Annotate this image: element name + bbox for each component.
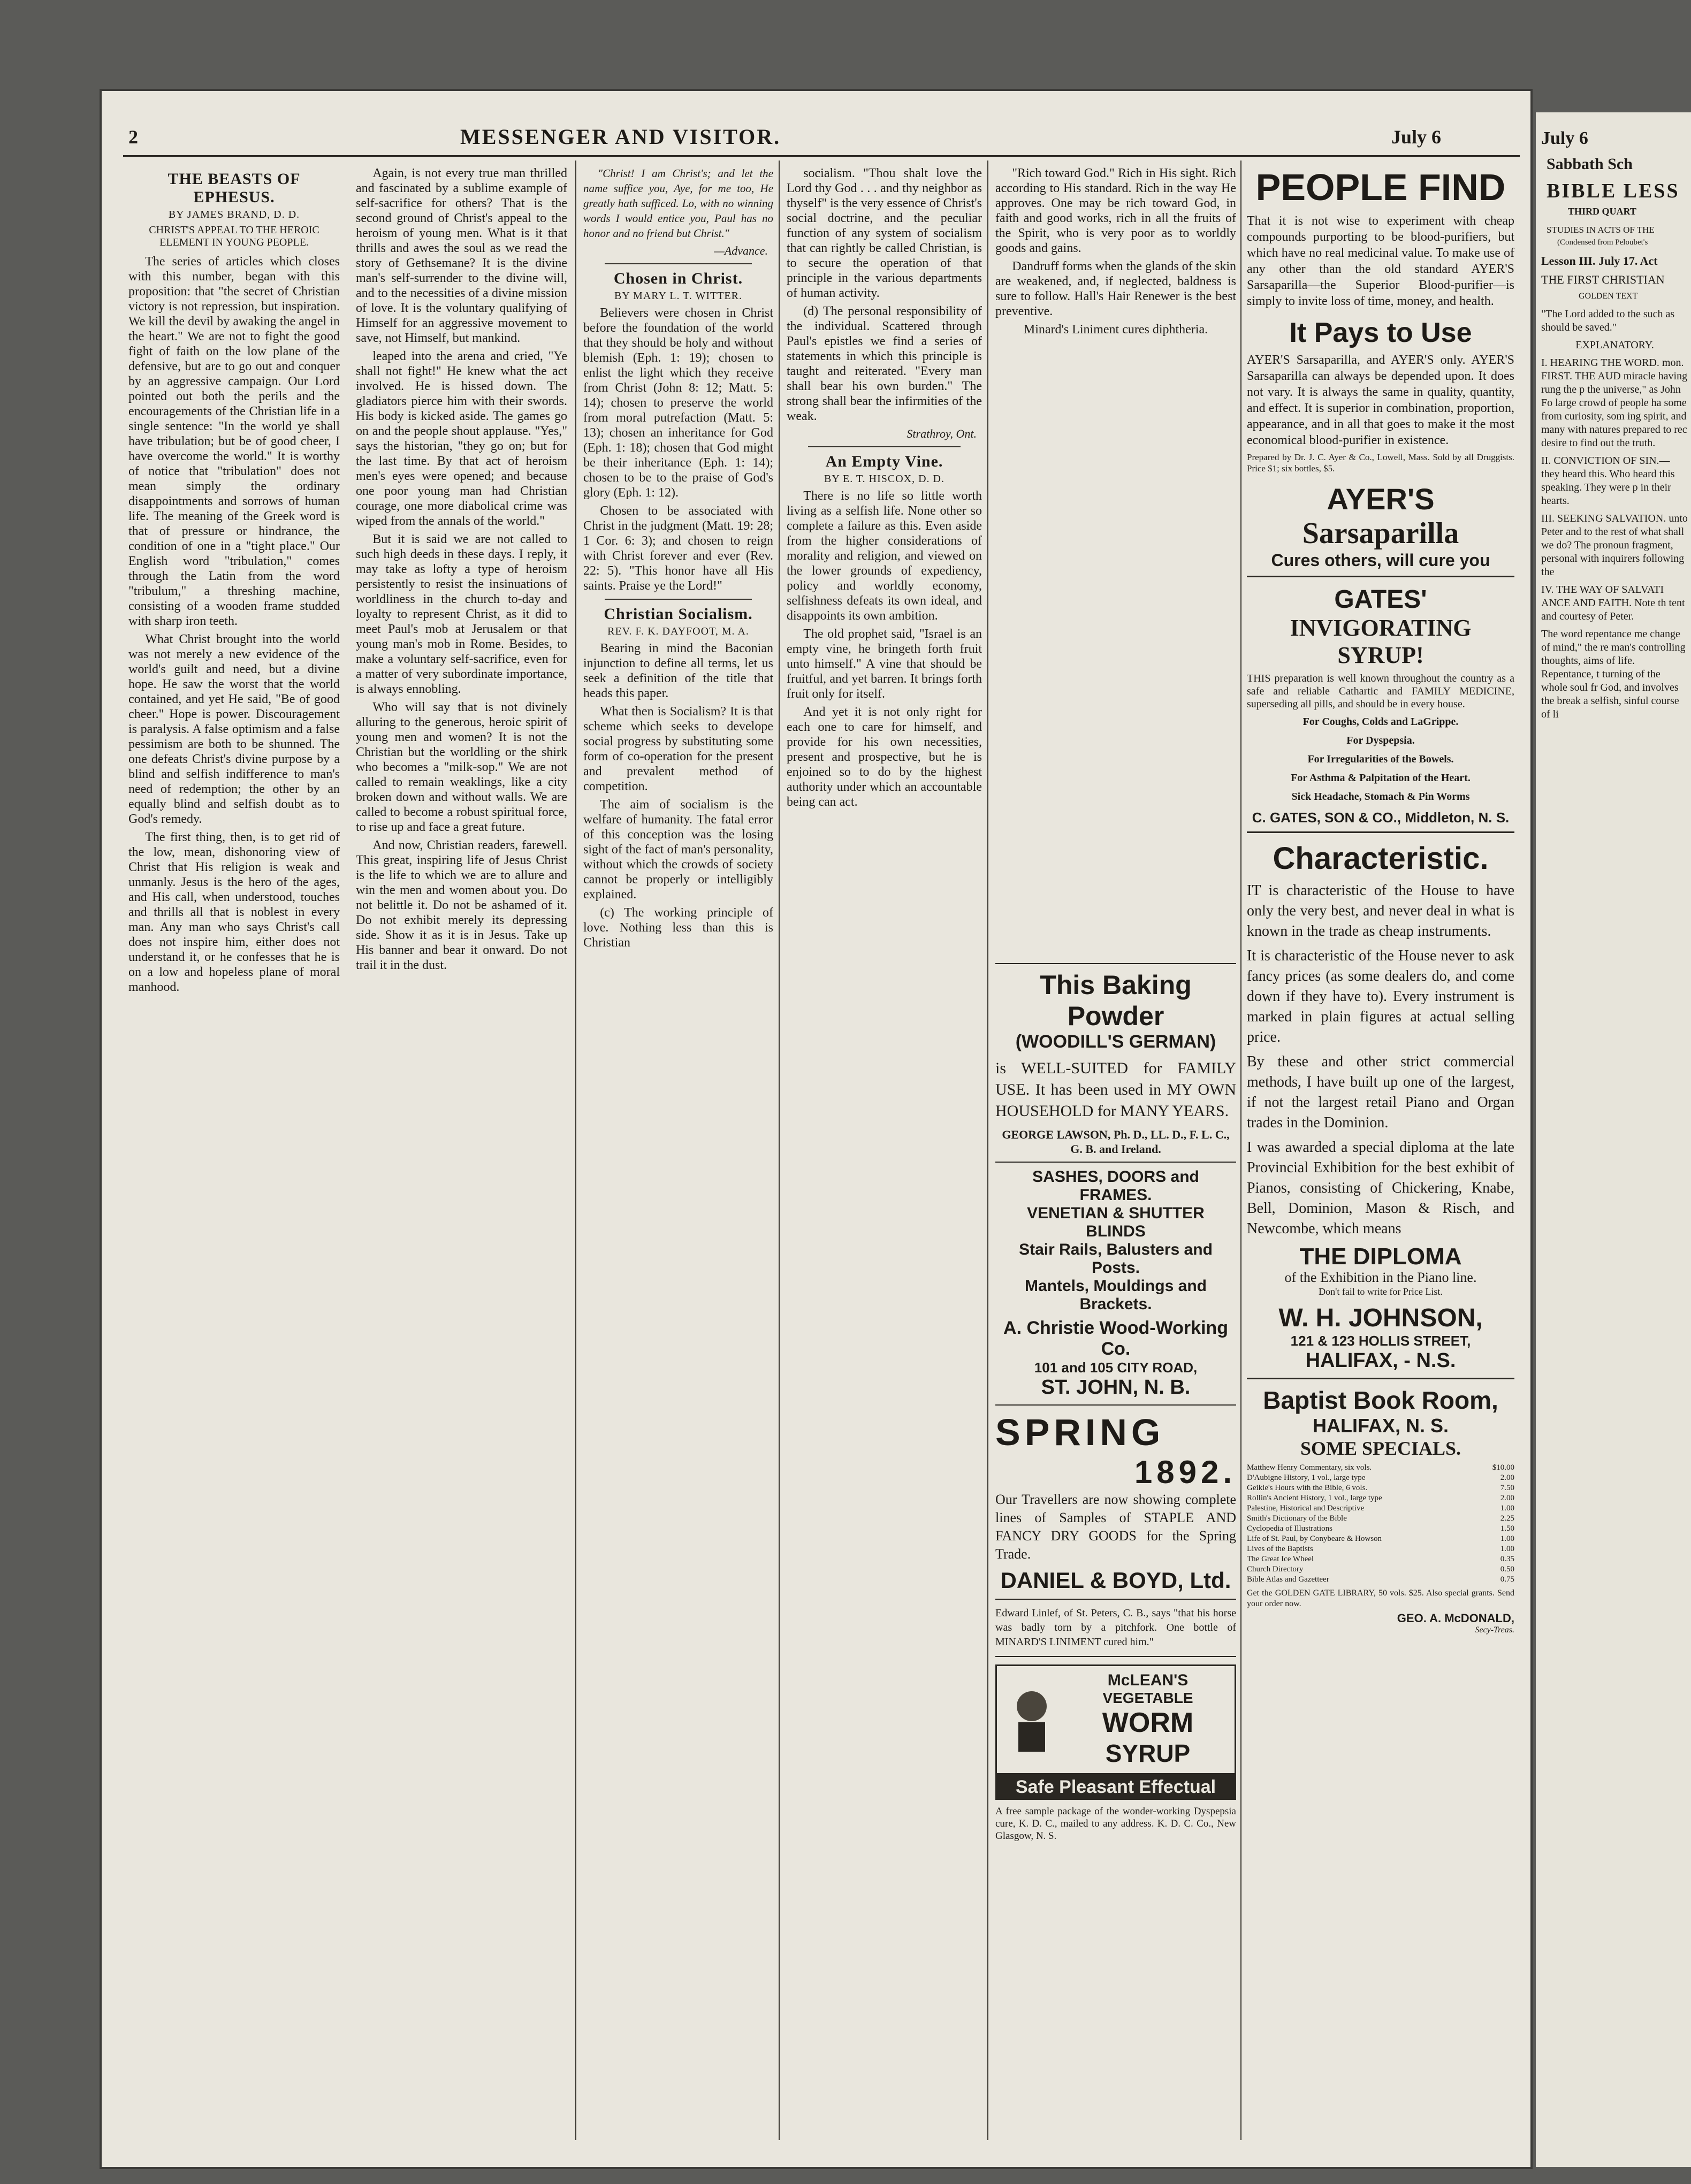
next-page-lesson-title: THE FIRST CHRISTIAN xyxy=(1541,273,1665,286)
next-page-paragraph: III. SEEKING SALVATION. unto Peter and to the rest of what shall we do? The pronoun fragment, personal with inquirers following the xyxy=(1541,513,1688,578)
book-list-item xyxy=(1247,1503,1514,1514)
book-list-item xyxy=(1247,1463,1514,1473)
book-title: Geikie's Hours with the Bible, 6 vols. xyxy=(1247,1484,1368,1492)
woodworking-ad xyxy=(995,1163,1236,1406)
ad-line: For Asthma & Palpitation of the Heart. xyxy=(1291,772,1471,784)
book-price: 0.75 xyxy=(1500,1575,1514,1584)
ad-company: C. GATES, SON & CO., Middleton, N. S. xyxy=(1247,810,1514,833)
ad-address: 121 & 123 HOLLIS STREET, xyxy=(1290,1333,1471,1349)
column-rule xyxy=(1240,161,1241,2140)
article-paragraph: The series of articles which closes with this number, began with this proposition: that "the secret of Christian victory is not repression, but inspiration. We kill the devil by awaking the angel in the heart." We are not to fight the good fight of faith on the low plane of the defensive, but are to go out and conquer by an aggressive campaign. Our Lord pointed out both the perils and the encouragements of the Christian life in a single sentence: "In the world ye shall have tribulation; but be of good cheer, I have overcome the world." It is worthy of notice that "tribulation" does not mean simply the ordinary disappointments and sorrows of human life. The meaning of the Greek word is that of pressure or hindrance, the condition of one in a "tight place." Our English word "tribulation," comes through the Latin from the word "tribulum," a threshing machine, consisting of a wooden frame studded with sharp iron teeth. xyxy=(128,255,340,628)
diploma-heading: THE DIPLOMA xyxy=(1299,1243,1462,1270)
ad-subtitle: (WOODILL'S GERMAN) xyxy=(1015,1032,1216,1052)
book-price: 7.50 xyxy=(1500,1484,1514,1492)
ad-line: Stair Rails, Balusters and Posts. xyxy=(1019,1241,1213,1277)
article-title: An Empty Vine. xyxy=(825,453,943,470)
book-title: Cyclopedia of Illustrations xyxy=(1247,1524,1332,1533)
article-paragraph: What then is Socialism? It is that scheme which seeks to develope social progress by substituting some form of co-operation for the present and prevalent method of competition. xyxy=(583,705,773,793)
ad-fineprint: Prepared by Dr. J. C. Ayer & Co., Lowell, Mass. Sold by all Druggists. Price $1; six bottles, $5. xyxy=(1247,452,1514,474)
ad-role: Secy-Treas. xyxy=(1475,1625,1514,1635)
book-title: Church Directory xyxy=(1247,1565,1304,1574)
article-signature: Strathroy, Ont. xyxy=(907,427,977,440)
column-rule xyxy=(779,161,780,2140)
article-paragraph: The old prophet said, "Israel is an empty vine, he bringeth forth fruit unto himself." A vine that should be fruitful, and yet barren. It brings forth fruit only for itself. xyxy=(787,627,982,701)
ad-city: HALIFAX, - N.S. xyxy=(1247,1349,1514,1379)
book-price: 1.00 xyxy=(1500,1534,1514,1543)
divider xyxy=(605,599,752,600)
ad-line: of the Exhibition in the Piano line. xyxy=(1284,1270,1477,1285)
article-paragraph: Who will say that is not divinely alluring to the generous, heroic spirit of young men and women? It is not the Christian but the worldling or the shirk who becomes a "milk-sop." We are not called to remain weaklings, like a city broken down and without walls. We are called to become a robust spiritual force, to rise up and face a great future. xyxy=(356,700,567,834)
ad-body: AYER'S Sarsaparilla, and AYER'S only. AYER'S Sarsaparilla can always be depended upon. It does not vary. It is always the same in quality, quantity, and effect. It is superior in combination, proportion, appearance, and in all that goes to make it the most economical blood-purifier in existence. xyxy=(1247,353,1514,447)
column-rule xyxy=(987,161,988,2140)
next-page-quarter: THIRD QUART xyxy=(1568,206,1636,217)
next-page-paragraph: IV. THE WAY OF SALVATI ANCE AND FAITH. Note th tent and courtesy of Peter. xyxy=(1541,584,1685,622)
column-chosen xyxy=(583,166,773,2145)
ad-line: For Irregularities of the Bowels. xyxy=(1307,753,1454,765)
article-paragraph: But it is said we are not called to such high deeds in these days. I reply, it may take as lofty a type of heroism persistently to resist the insinuations of worldliness in the church to-day and loyalty to represent Christ, as it did to meet Paul's mob at Jerusalem or that young man's mob in Rome. Besides, to make a voluntary self-sacrifice, even for a matter of very subordinate importance, is always ennobling. xyxy=(356,532,567,696)
ad-paragraph: I was awarded a special diploma at the late Provincial Exhibition for the best exhibit of Pianos, consisting of Chickering, Knabe, Bell, Dominion, Mason & Risch, and Newcombe, which means xyxy=(1247,1139,1514,1237)
masthead-title: MESSENGER AND VISITOR. xyxy=(460,125,781,149)
ad-year: 1892. xyxy=(1134,1454,1236,1490)
book-price: 2.25 xyxy=(1500,1514,1514,1523)
book-price: 2.00 xyxy=(1500,1494,1514,1502)
book-list-item xyxy=(1247,1534,1514,1544)
ad-paragraph: IT is characteristic of the House to have only the very best, and never deal in what is known in the trade as cheap instruments. xyxy=(1247,882,1514,940)
ad-title: SPRING xyxy=(995,1411,1165,1453)
next-page-paragraph: EXPLANATORY. xyxy=(1575,339,1654,351)
product-name: Sarsaparilla xyxy=(1302,517,1459,550)
ad-city: HALIFAX, N. S. xyxy=(1312,1415,1449,1437)
kdc-footer: A free sample package of the wonder-working Dyspepsia cure, K. D. C., mailed to any address. K. D. C. Co., New Glasgow, N. S. xyxy=(995,1806,1236,1842)
article-paragraph: And now, Christian readers, farewell. This great, inspiring life of Jesus Christ is the life to which we are to allure and win the men and women about you. Do not belittle it. Do not be ashamed of it. Do not exhibit merely its depressing side. Show it as it is in Jesus. Take up His banner and bear it onward. Do not trail it in the dust. xyxy=(356,838,567,972)
spring-ad xyxy=(995,1406,1236,1600)
ad-title: This Baking Powder xyxy=(1040,970,1192,1031)
divider xyxy=(808,446,961,447)
next-page-paragraph: I. HEARING THE WORD. mon. FIRST. THE AUD miracle having rung the p the universe," as John Fo large crowd of people ha some from curiosity, som ing spirit, and many with natures prepared to rec desire to find out the truth. xyxy=(1541,357,1688,449)
next-page-lesson: Lesson III. July 17. Act xyxy=(1541,254,1658,268)
book-title: Smith's Dictionary of the Bible xyxy=(1247,1514,1347,1523)
ad-line: Sick Headache, Stomach & Pin Worms xyxy=(1291,791,1470,803)
article-paragraph: "Rich toward God." Rich in His sight. Rich according to His standard. Rich in the way He approves. One may be rich toward God, in faith and good works, rich in all the fruits of the Spirit, who is very poor as to worldly goods and gains. xyxy=(995,166,1236,255)
ad-line: VENETIAN & SHUTTER BLINDS xyxy=(1027,1204,1205,1240)
ad-title: Baptist Book Room, xyxy=(1263,1386,1498,1414)
book-list-item xyxy=(1247,1554,1514,1564)
book-price: 1.00 xyxy=(1500,1504,1514,1513)
ad-body: Our Travellers are now showing complete lines of Samples of STAPLE AND FANCY DRY GOODS for the Spring Trade. xyxy=(995,1492,1236,1562)
product-name: INVIGORATING SYRUP! xyxy=(1290,615,1472,668)
book-list-item xyxy=(1247,1544,1514,1554)
next-page-paragraph: "The Lord added to the such as should be saved." xyxy=(1541,308,1675,333)
book-title: Lives of the Baptists xyxy=(1247,1545,1313,1553)
book-price: 0.50 xyxy=(1500,1565,1514,1574)
article-byline: REV. F. K. DAYFOOT, M. A. xyxy=(607,625,749,637)
next-page-body xyxy=(1541,308,1688,726)
next-page-paragraph: The word repentance me change of mind," the re man's controlling thoughts, aims of life. Repentance, t turning of the whole soul fr God, and involves the break a selfish, sinful course of li xyxy=(1541,628,1686,720)
next-page-golden: GOLDEN TEXT xyxy=(1579,292,1638,301)
ads-column-six xyxy=(1247,166,1514,1635)
book-title: D'Aubigne History, 1 vol., large type xyxy=(1247,1473,1366,1482)
article-paragraph: Dandruff forms when the glands of the skin are weakened, and, if neglected, baldness is sure to follow. Hall's Hair Renewer is the best preventive. xyxy=(995,259,1236,318)
book-list-item xyxy=(1247,1514,1514,1524)
book-list-item xyxy=(1247,1473,1514,1483)
header-rule xyxy=(123,155,1520,157)
next-page-condensed: (Condensed from Peloubet's xyxy=(1557,238,1648,247)
ad-line: For Coughs, Colds and LaGrippe. xyxy=(1302,716,1459,728)
column-ephesus xyxy=(128,166,567,2145)
book-list-item xyxy=(1247,1524,1514,1534)
column-socialism-vine xyxy=(787,166,982,2145)
column-rule xyxy=(575,161,576,2140)
next-page-fragment xyxy=(1536,112,1691,2167)
next-page-paragraph: II. CONVICTION OF SIN.— they heard this. Who heard this speaking. They were p in their hearts. xyxy=(1541,455,1675,507)
ad-body: THIS preparation is well known throughout the country as a safe and reliable Cathartic and FAMILY MEDICINE, superseding all pills, and should be in every house. xyxy=(1247,673,1514,710)
book-list-item xyxy=(1247,1575,1514,1585)
ad-title: It Pays to Use xyxy=(1289,317,1472,348)
ad-address: 101 and 105 CITY ROAD, xyxy=(1034,1360,1198,1376)
child-illustration-icon xyxy=(1002,1685,1061,1754)
baking-powder-ad xyxy=(995,963,1236,1163)
brand-name: GATES' xyxy=(1334,585,1427,614)
ad-signer: GEO. A. McDONALD, xyxy=(1397,1612,1514,1625)
article-paragraph: Again, is not every true man thrilled and fascinated by a sublime example of self-sacrifice for others? That is the second ground of Christ's appeal to the heroism of young men. What is it that thrills and awes the soul as we read the story of Gethsemane? It is the divine man's self-surrender to the divine will, and to the necessities of a divine mission of love. It is the voluntary qualifying of Himself for an aggressive movement to save, not Himself, but mankind. xyxy=(356,166,567,345)
poem: "Christ! I am Christ's; and let the name suffice you, Aye, for me too, He greatly hath sufficed. Lo, with no winning words I would entice you, Paul has no honor and no friend but Christ." xyxy=(583,167,773,240)
ad-paragraph: By these and other strict commercial methods, I have built up one of the largest, if not the largest retail Piano and Organ trades in the Dominion. xyxy=(1247,1053,1514,1131)
article-byline: BY MARY L. T. WITTER. xyxy=(614,290,742,302)
next-page-title: BIBLE LESS xyxy=(1547,180,1680,202)
ad-tagline: Safe Pleasant Effectual xyxy=(995,1775,1236,1800)
ads-column-five xyxy=(995,963,1236,1842)
article-byline: BY JAMES BRAND, D. D. xyxy=(168,209,300,220)
article-byline: BY E. T. HISCOX, D. D. xyxy=(824,473,944,485)
article-subtitle: CHRIST'S APPEAL TO THE HEROIC ELEMENT IN YOUNG PEOPLE. xyxy=(149,224,319,248)
article-paragraph: The aim of socialism is the welfare of humanity. The fatal error of this conception was the losing sight of the fact of man's personality, without which the crowds of society cannot be properly or intelligibly explained. xyxy=(583,798,773,902)
ad-line: Don't fail to write for Price List. xyxy=(1319,1286,1443,1297)
article-paragraph: leaped into the arena and cried, "Ye shall not fight!" He knew what the act involved. He is hissed down. The gladiators pierce him with their swords. His body is kicked aside. The games go on and the people shout applause. "Yes," says the historian, "they go on; but for the last time. By that act of heroism men's eyes were opened; and because one poor young man had Christian courage, one more diabolical crime was wiped from the annals of the world." xyxy=(356,349,567,528)
book-list-item xyxy=(1247,1493,1514,1503)
book-price: $10.00 xyxy=(1492,1463,1514,1472)
article-paragraph: Believers were chosen in Christ before the foundation of the world that they should be holy and without blemish (Eph. 1: 19); chosen to enlist the light which they receive from Christ (John 8: 12; Matt. 5: 14); chosen to preserve the world from moral putrefaction (Matt. 5: 13); chosen an inheritance for God (Eph. 1: 18); chosen that God might be their inheritance (Eph. 1: 14); chosen to be to the praise of God's glory (Eph. 1: 12). xyxy=(583,306,773,500)
brand-name: AYER'S xyxy=(1327,482,1435,516)
article-paragraph: Chosen to be associated with Christ in the judgment (Matt. 19: 28; 1 Cor. 6: 3); and chosen to reign with Christ forever and ever (Rev. 22: 5). "This honor have all His saints. Praise ye the Lord!" xyxy=(583,504,773,593)
book-price: 1.00 xyxy=(1500,1545,1514,1553)
ad-line: SASHES, DOORS and FRAMES. xyxy=(1032,1168,1199,1204)
book-list-item xyxy=(1247,1483,1514,1493)
book-title: The Great Ice Wheel xyxy=(1247,1555,1314,1563)
page-number: 2 xyxy=(128,126,138,148)
ad-company: W. H. JOHNSON, xyxy=(1278,1304,1483,1332)
article-paragraph: (c) The working principle of love. Nothing less than this is Christian xyxy=(583,906,773,950)
book-title: Bible Atlas and Gazetteer xyxy=(1247,1575,1329,1584)
next-page-studies: STUDIES IN ACTS OF THE xyxy=(1547,225,1655,235)
article-paragraph: And yet it is not only right for each one to care for himself, and provide for his own necessities, present and prospective, but he is enjoined so to do by the highest authority under which an accountable being can act. xyxy=(787,705,982,809)
book-title: Matthew Henry Commentary, six vols. xyxy=(1247,1463,1372,1472)
ad-footer: Get the GOLDEN GATE LIBRARY, 50 vols. $25. Also special grants. Send your order now. xyxy=(1247,1589,1514,1608)
book-list-item xyxy=(1247,1564,1514,1575)
book-title: Life of St. Paul, by Conybeare & Howson xyxy=(1247,1534,1382,1543)
ad-body: That it is not wise to experiment with cheap compounds purporting to be blood-purifiers, but which have no real medicinal value. To make use of any other than the old standard AYER'S Sarsaparilla—the Superior Blood-purifier—is simply to invite loss of time, money, and health. xyxy=(1247,214,1514,308)
article-paragraph: socialism. "Thou shalt love the Lord thy God . . . and thy neighbor as thyself" is the very essence of Christ's social doctrine, and the peculiar function of any system of socialism that can rightly be called Christian, is to secure the operation of that principle in the various departments of human activity. xyxy=(787,166,982,300)
ad-signer: GEORGE LAWSON, Ph. D., LL. D., F. L. C., G. B. and Ireland. xyxy=(1002,1128,1230,1156)
article-title: Chosen in Christ. xyxy=(613,270,743,287)
ad-body: is WELL-SUITED for FAMILY USE. It has been used in MY OWN HOUSEHOLD for MANY YEARS. xyxy=(995,1059,1236,1120)
ad-name: McLEAN'S xyxy=(1107,1671,1189,1689)
book-title: Rollin's Ancient History, 1 vol., large type xyxy=(1247,1494,1382,1502)
article-title: Christian Socialism. xyxy=(604,605,753,623)
ad-company: A. Christie Wood-Working Co. xyxy=(1003,1318,1228,1359)
book-price: 1.50 xyxy=(1500,1524,1514,1533)
ad-title: PEOPLE FIND xyxy=(1255,166,1506,208)
book-price: 2.00 xyxy=(1500,1473,1514,1482)
issue-date: July 6 xyxy=(1391,126,1442,148)
ad-line: Mantels, Mouldings and Brackets. xyxy=(1024,1277,1207,1313)
article-paragraph: What Christ brought into the world was not merely a new evidence of the world's guilt and need, but a divine hope. He saw the worst that the world contained, and yet He said, "Be of good cheer." Hope is power. Discouragement is paralysis. A false optimism and a false pessimism are both to be shunned. The one defeats Christ's divine purpose by a blind and selfish indifference to man's need of redemption; the other by an equally blind and selfish doubt as to God's remedy. xyxy=(128,632,340,826)
ad-subtitle: SOME SPECIALS. xyxy=(1300,1438,1461,1459)
divider xyxy=(605,263,752,264)
liniment-line: Minard's Liniment cures diphtheria. xyxy=(1023,323,1208,337)
ad-line: SYRUP xyxy=(1105,1739,1191,1767)
ad-city: ST. JOHN, N. B. xyxy=(1041,1376,1191,1399)
next-page-header: Sabbath Sch xyxy=(1547,155,1633,173)
column-vine-continued xyxy=(995,166,1236,968)
minard-testimonial: Edward Linlef, of St. Peters, C. B., says "that his horse was badly torn by a pitchfork. One bottle of MINARD'S LINIMENT cured him." xyxy=(995,1600,1236,1657)
ad-company: DANIEL & BOYD, Ltd. xyxy=(1000,1568,1231,1593)
ad-title: Characteristic. xyxy=(1273,841,1489,876)
article-title: THE BEASTS OF EPHESUS. xyxy=(167,170,301,206)
book-list xyxy=(1247,1463,1514,1585)
book-price: 0.35 xyxy=(1500,1555,1514,1563)
article-paragraph: There is no life so little worth living as a selfish life. None other so complete a failure as this. Even aside from the higher considerations of morality and religion, and viewed on the lower grounds of expediency, policy and worldly economy, selfishness defeats its own ideal, and disappoints its own ambition. xyxy=(787,489,982,623)
next-page-date: July 6 xyxy=(1541,128,1588,148)
ad-tagline: Cures others, will cure you xyxy=(1247,551,1514,577)
book-title: Palestine, Historical and Descriptive xyxy=(1247,1504,1365,1513)
ad-paragraph: It is characteristic of the House never to ask fancy prices (as some dealers do, and come down if they have to). Every instrument is marked in plain figures at actual selling price. xyxy=(1247,948,1514,1045)
worm-syrup-ad xyxy=(995,1664,1236,1775)
ad-line: For Dyspepsia. xyxy=(1346,735,1415,746)
article-paragraph: (d) The personal responsibility of the individual. Scattered through Paul's epistles we find a series of statements in which this principle is taught and reiterated. "Every man shall bear his own burden." The strong shall bear the infirmities of the weak. xyxy=(787,304,982,423)
article-paragraph: Bearing in mind the Baconian injunction to define all terms, let us seek a definition of the title that heads this paper. xyxy=(583,642,773,700)
poem-signature: —Advance. xyxy=(714,244,768,257)
ad-line: WORM xyxy=(1102,1707,1194,1738)
ad-line: VEGETABLE xyxy=(1102,1690,1193,1706)
article-paragraph: The first thing, then, is to get rid of the low, mean, dishonoring view of Christ that His religion is weak and unmanly. Jesus is the hero of the ages, and His call, when understood, touches and thrills all that is noblest in every man. Any man who says Christ's call does not inspire him, either does not understand it, or he confesses that he is on a low and hopeless plane of moral manhood. xyxy=(128,830,340,994)
